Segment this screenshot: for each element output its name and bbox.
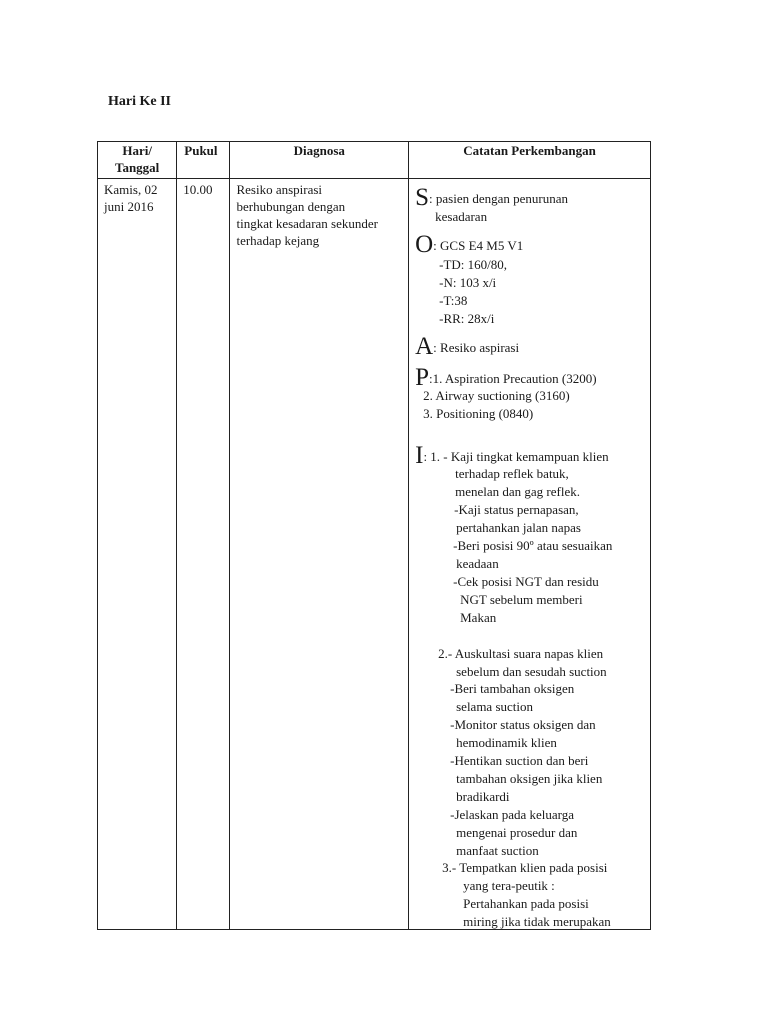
soap-i-line: -Hentikan suction dan beri (450, 753, 589, 768)
header-diagnosa: Diagnosa (230, 142, 409, 179)
soap-i-line: -Beri posisi 90º atau sesuaikan (453, 538, 613, 553)
soap-i-line: -Jelaskan pada keluarga (450, 807, 575, 822)
soap-i-line: selama suction (456, 699, 534, 714)
cell-diagnosa: Resiko anspirasi berhubungan dengan tingkat kesadaran sekunder terhadap kejang (230, 179, 409, 930)
soap-s-cont: kesadaran (435, 209, 488, 224)
soap-a: A: Resiko aspirasi (415, 333, 520, 360)
soap-o: O: GCS E4 M5 V1 (415, 231, 524, 258)
soap-notes (409, 179, 650, 929)
soap-i-line: pertahankan jalan napas (456, 520, 581, 535)
soap-i-line: -Kaji status pernapasan, (454, 502, 579, 517)
soap-i-line: manfaat suction (456, 843, 539, 858)
soap-o-n: -N: 103 x/i (439, 275, 497, 290)
soap-i-line: terhadap reflek batuk, (455, 466, 569, 481)
nursing-record-table (97, 141, 651, 930)
soap-i-line: miring jika tidak merupakan (463, 914, 611, 929)
soap-i-line: menelan dan gag reflek. (455, 484, 580, 499)
header-pukul: Pukul (177, 142, 230, 179)
soap-p-2: 2. Airway suctioning (3160) (423, 388, 570, 403)
soap-i-line: sebelum dan sesudah suction (456, 664, 607, 679)
soap-o-t: -T:38 (439, 293, 468, 308)
soap-o-rr: -RR: 28x/i (439, 311, 495, 326)
soap-i-line: bradikardi (456, 789, 510, 804)
soap-i-line: 3.- Tempatkan klien pada posisi (442, 860, 608, 875)
soap-i-line: -Monitor status oksigen dan (450, 717, 596, 732)
soap-p: P:1. Aspiration Precaution (3200) (415, 364, 597, 391)
soap-i-line: hemodinamik klien (456, 735, 557, 750)
table-row (98, 179, 651, 930)
header-hari-tanggal: Hari/ Tanggal (98, 142, 177, 179)
table-header-row (98, 142, 651, 179)
soap-s: S: pasien dengan penurunan (415, 184, 568, 211)
soap-i-line: NGT sebelum memberi (460, 592, 583, 607)
page-heading: Hari Ke II (108, 94, 171, 109)
header-catatan: Catatan Perkembangan (409, 142, 651, 179)
soap-p-3: 3. Positioning (0840) (423, 406, 534, 421)
soap-i-line: -Beri tambahan oksigen (450, 681, 575, 696)
soap-i-line: keadaan (456, 556, 499, 571)
soap-i-line: tambahan oksigen jika klien (456, 771, 603, 786)
soap-i-line: yang tera-peutik : (463, 878, 555, 893)
cell-pukul: 10.00 (177, 179, 230, 930)
soap-i-line: mengenai prosedur dan (456, 825, 578, 840)
soap-i: I: 1. - Kaji tingkat kemampuan klien (415, 442, 609, 469)
soap-i-line: 2.- Auskultasi suara napas klien (438, 646, 604, 661)
soap-i-line: Makan (460, 610, 497, 625)
cell-hari-tanggal: Kamis, 02 juni 2016 (98, 179, 177, 930)
soap-i-line: -Cek posisi NGT dan residu (453, 574, 599, 589)
soap-i-line: Pertahankan pada posisi (463, 896, 589, 911)
soap-o-td: -TD: 160/80, (439, 257, 507, 272)
cell-catatan-perkembangan (409, 179, 651, 930)
